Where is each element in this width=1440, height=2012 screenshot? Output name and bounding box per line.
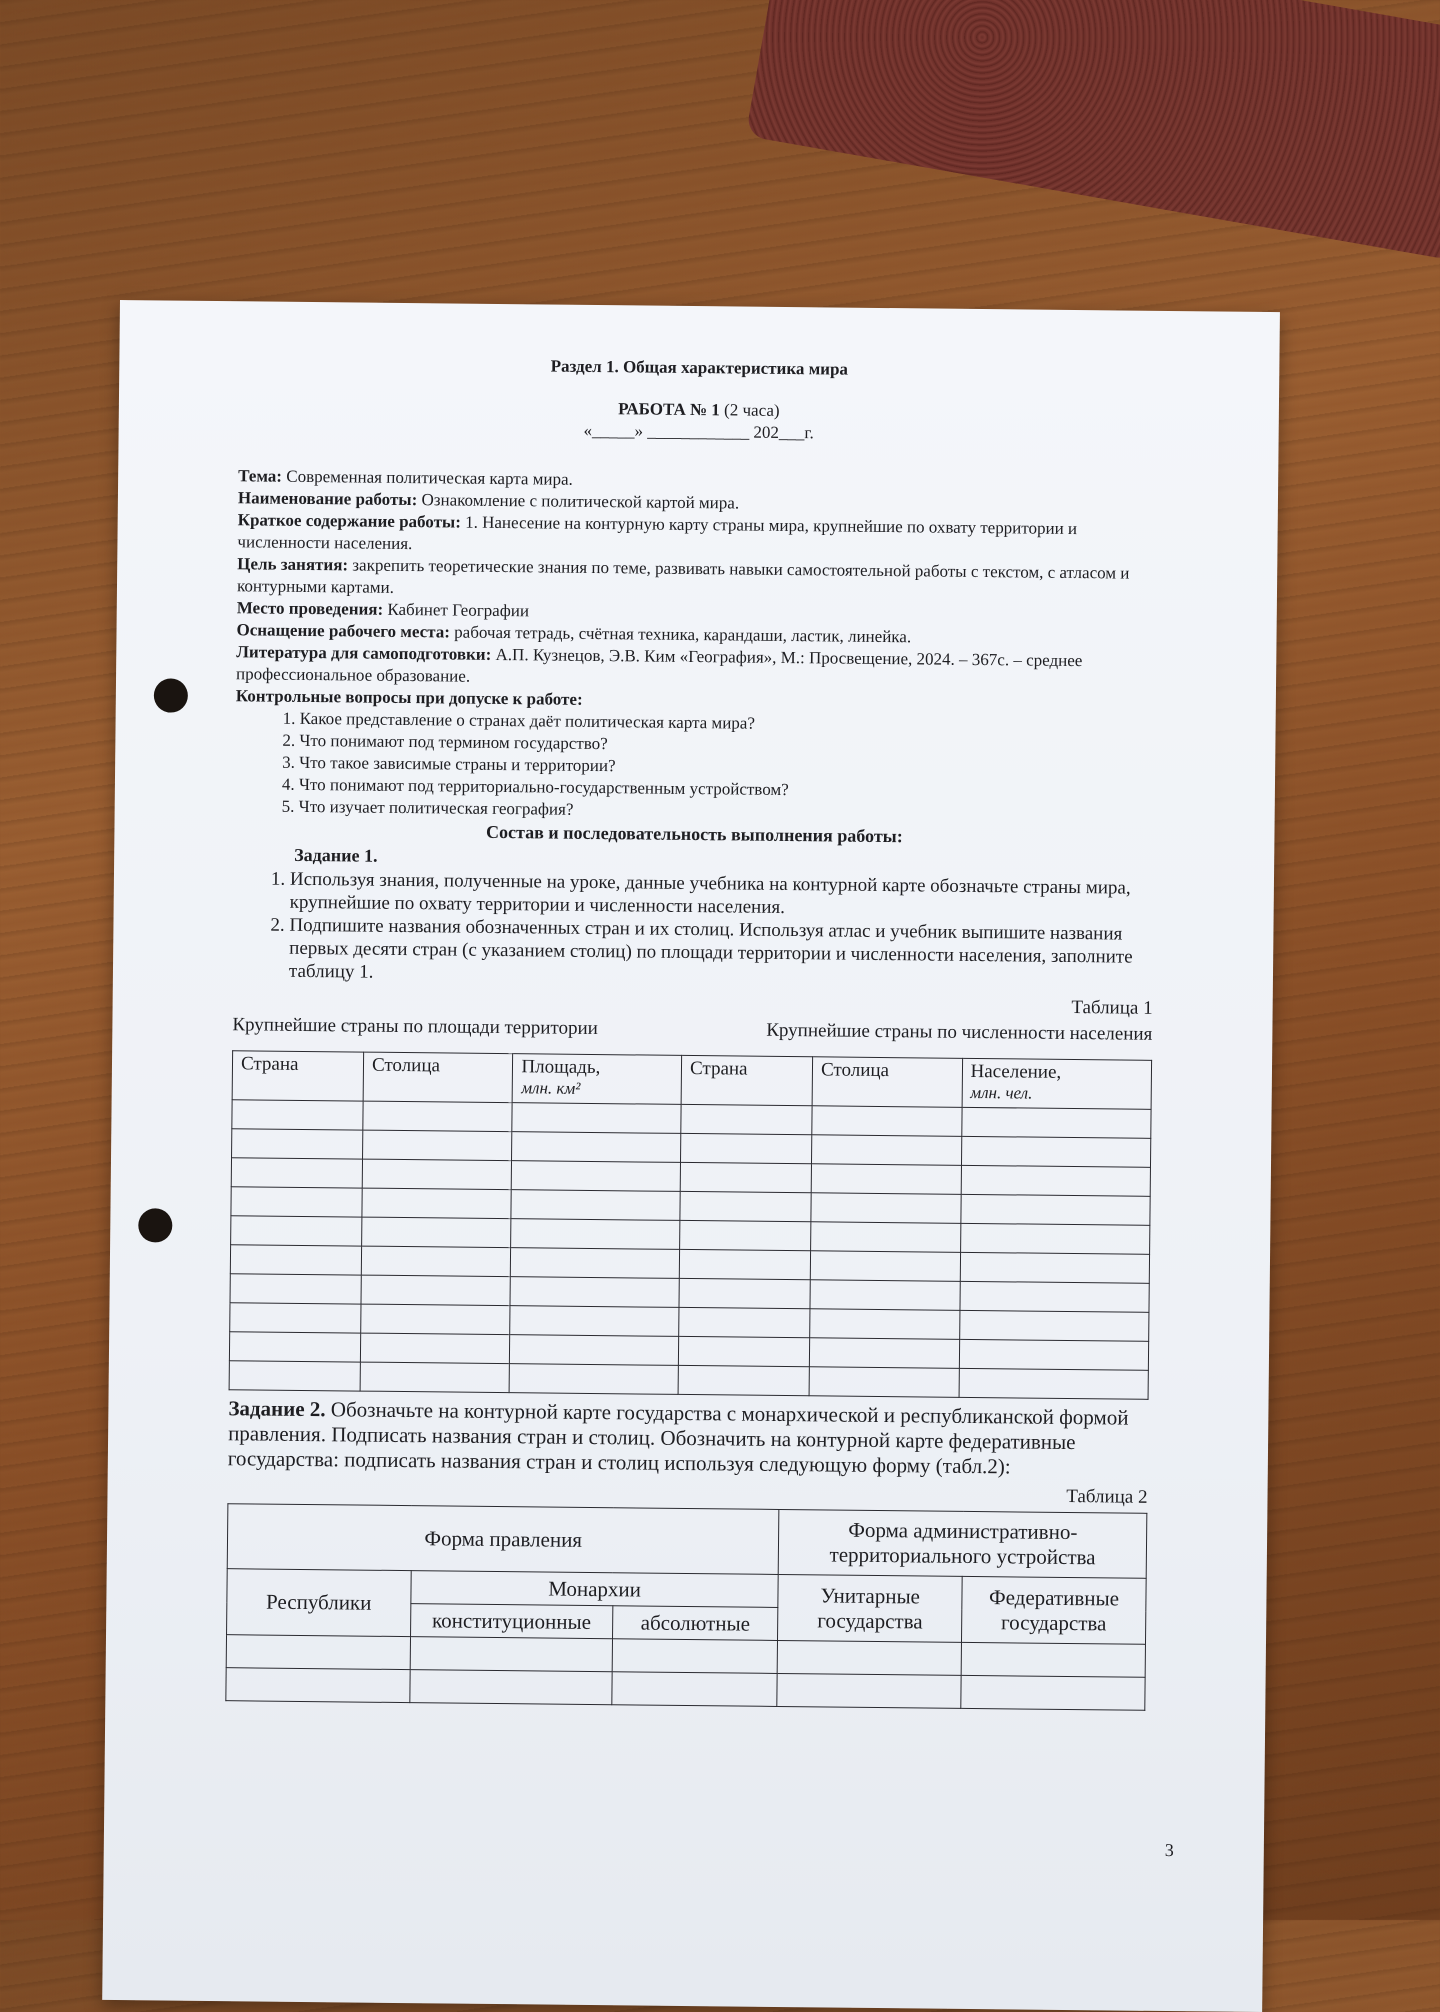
table2-cell (226, 1635, 410, 1670)
table1-cell (809, 1338, 959, 1369)
info-value: А.П. Кузнецов, Э.В. Ким «География», М.: Просвещение, 2024. – 367с. – среднее профессиональное образование. (235, 644, 1083, 686)
info-value: рабочая тетрадь, счётная техника, карандаши, ластик, линейка. (454, 622, 912, 647)
table1-cell (679, 1249, 810, 1279)
section-title: Раздел 1. Общая характеристика мира (550, 356, 849, 379)
table1-cell (680, 1220, 811, 1250)
question-item: 3. Что такое зависимые страны и территории? (299, 752, 1155, 783)
table1 (229, 1050, 1153, 1400)
table1-cell (362, 1159, 512, 1190)
punch-hole (138, 1208, 172, 1242)
table2-republics: Республики (227, 1569, 411, 1637)
table1-cell (232, 1100, 363, 1130)
table1-cell (678, 1365, 809, 1395)
table1-cell (811, 1164, 961, 1195)
table1-cell (810, 1280, 960, 1311)
question-item: 4. Что понимают под территориально-государственным устройством? (299, 774, 1155, 805)
table1-cell (810, 1309, 960, 1340)
table2-unitary: Унитарные государства (778, 1574, 962, 1642)
table1-cell (232, 1129, 363, 1159)
table1-header-cell: Страна (681, 1055, 813, 1105)
table1-cell (361, 1275, 511, 1306)
table1-cell (961, 1107, 1151, 1138)
table1-cell (512, 1161, 681, 1192)
table1-cell (362, 1188, 512, 1219)
table1-cell (812, 1135, 962, 1166)
table2-cell (612, 1672, 778, 1707)
info-label: Краткое содержание работы: (237, 510, 462, 532)
table2-cell (410, 1637, 613, 1672)
table2-cell (777, 1673, 961, 1708)
table1-cell (511, 1190, 680, 1221)
table2-cell (961, 1642, 1145, 1677)
table1-cell (959, 1310, 1149, 1341)
table2-cell (612, 1639, 778, 1674)
table1-header-cell: Столица (363, 1052, 513, 1103)
question-item: 1. Какое представление о странах даёт политическая карта мира? (300, 708, 1156, 739)
table1-cell (229, 1361, 360, 1391)
table1-cell (512, 1103, 681, 1134)
table1-cell (362, 1217, 512, 1248)
questions-title-text: Контрольные вопросы при допуске к работе: (235, 686, 583, 709)
table2-federative: Федеративные государства (962, 1576, 1147, 1644)
table2-row (227, 1504, 1147, 1579)
info-value: Кабинет Географии (387, 599, 530, 621)
table1-cell (681, 1133, 812, 1163)
table1-cell (363, 1130, 513, 1161)
table2 (225, 1503, 1147, 1711)
worksheet-page (102, 300, 1280, 2012)
rug-background (745, 0, 1440, 261)
table1-cell (959, 1368, 1149, 1399)
questions-list (275, 708, 1156, 827)
table1-cell (960, 1281, 1150, 1312)
task1-item: 1. Используя знания, полученные на уроке, данные учебника на контурной карте обозначьте страны мира, крупнейшие по охвату территории и численности населения. (290, 868, 1154, 923)
table1-header-cell: Население, млн. чел. (962, 1058, 1152, 1109)
table1-cell (360, 1362, 510, 1393)
table1-cell (809, 1367, 959, 1398)
table2-cell (410, 1670, 613, 1705)
task1-list (253, 867, 1154, 991)
task2-title: Задание 2. (228, 1396, 326, 1422)
table1-cell (679, 1278, 810, 1308)
info-label: Наименование работы: (237, 488, 418, 510)
table1-cell (680, 1162, 811, 1192)
punch-hole (154, 678, 188, 712)
info-value: 1. Нанесение на контурную карту страны мира, крупнейшие по охвату территории и численности населения. (237, 512, 1078, 554)
table1-cell (361, 1304, 511, 1335)
table1-cell (231, 1158, 362, 1188)
table1-cell (959, 1339, 1149, 1370)
table2-cell (778, 1640, 962, 1675)
table2-cell (961, 1675, 1145, 1710)
table1-cell (960, 1252, 1150, 1283)
table2-absolute: абсолютные (612, 1606, 778, 1641)
info-block (236, 465, 1158, 717)
table1-cell (961, 1165, 1151, 1196)
info-label: Оснащение рабочего места: (236, 620, 451, 642)
question-item: 2. Что понимают под термином государство? (299, 730, 1155, 761)
page-number: 3 (1164, 1840, 1174, 1861)
table1-header-cell: Столица (812, 1057, 962, 1108)
info-label: Литература для самоподготовки: (236, 642, 492, 664)
task2-text: Обозначьте на контурной карте государства с монархической и республиканской формой правления. Подписать названия стран и столиц. Обозначить на контурной карте федеративные государства: подписать названия стран и столиц используя следующую форму (табл.2): (227, 1397, 1129, 1479)
table1-cell (960, 1223, 1150, 1254)
table2-group-right: Форма административно-территориального устройства (779, 1509, 1147, 1578)
table1-header-cell: Площадь, млн. км² (513, 1054, 682, 1105)
table1-cell (678, 1336, 809, 1366)
table1-cell (230, 1274, 361, 1304)
table1-cell (360, 1333, 510, 1364)
table1-cell (510, 1277, 679, 1308)
info-value: Ознакомление с политической картой мира. (421, 490, 740, 513)
table1-cell (961, 1136, 1151, 1167)
table1-cell (229, 1332, 360, 1362)
table1-cell (230, 1303, 361, 1333)
table1-cell (510, 1335, 679, 1366)
table1-body (229, 1100, 1151, 1400)
info-value: закрепить теоретические знания по теме, развивать навыки самостоятельной работы с текстом, с атласом и контурными картами. (236, 555, 1130, 597)
table1-cell (363, 1101, 513, 1132)
table1-cell (811, 1193, 961, 1224)
table1-cell (811, 1222, 961, 1253)
table1-cell (511, 1248, 680, 1279)
work-number: РАБОТА № 1 (618, 399, 720, 420)
procedure-title: Состав и последовательность выполнения работы: (485, 821, 903, 847)
table1-cell (679, 1307, 810, 1337)
table1-cell (231, 1187, 362, 1217)
table1-cell (810, 1251, 960, 1282)
info-label: Место проведения: (236, 598, 384, 619)
info-label: Цель занятия: (237, 554, 349, 575)
table1-cell (681, 1104, 812, 1134)
info-value: Современная политическая карта мира. (286, 466, 573, 489)
table1-cell (680, 1191, 811, 1221)
task1-title: Задание 1. (294, 844, 378, 866)
table1-cell (510, 1306, 679, 1337)
table1-left-heading: Крупнейшие страны по площади территории (232, 1014, 598, 1040)
question-item: 5. Что изучает политическая география? (299, 796, 1155, 827)
table1-headings (232, 1014, 1152, 1046)
table1-cell (361, 1246, 511, 1277)
table1-cell (511, 1219, 680, 1250)
table1-cell (230, 1245, 361, 1275)
table1-cell (231, 1216, 362, 1246)
work-hours: (2 часа) (724, 400, 780, 420)
table1-cell (512, 1132, 681, 1163)
table1-right-heading: Крупнейшие страны по численности населения (766, 1019, 1153, 1045)
table2-constitutional: конституционные (410, 1604, 613, 1639)
table1-cell (812, 1106, 962, 1137)
table1-cell (960, 1194, 1150, 1225)
table1-cell (510, 1364, 679, 1395)
info-label: Тема: (238, 466, 283, 486)
table2-group-left: Форма правления (227, 1504, 779, 1575)
table1-header-cell: Страна (232, 1051, 364, 1101)
date-line: «_____» ____________ 202___г. (583, 420, 814, 443)
table2-caption: Таблица 2 (1066, 1485, 1148, 1508)
task1-item: 2. Подпишите названия обозначенных стран и их столиц. Используя атлас и учебник выпишите названия первых десяти стран (с указанием столиц) по площади территории и численности населения, заполните таблицу 1. (289, 914, 1154, 992)
table2-cell (226, 1668, 410, 1703)
table2-monarchies: Монархии (411, 1571, 779, 1608)
task2-paragraph (228, 1396, 1149, 1481)
table1-caption: Таблица 1 (1071, 997, 1153, 1019)
